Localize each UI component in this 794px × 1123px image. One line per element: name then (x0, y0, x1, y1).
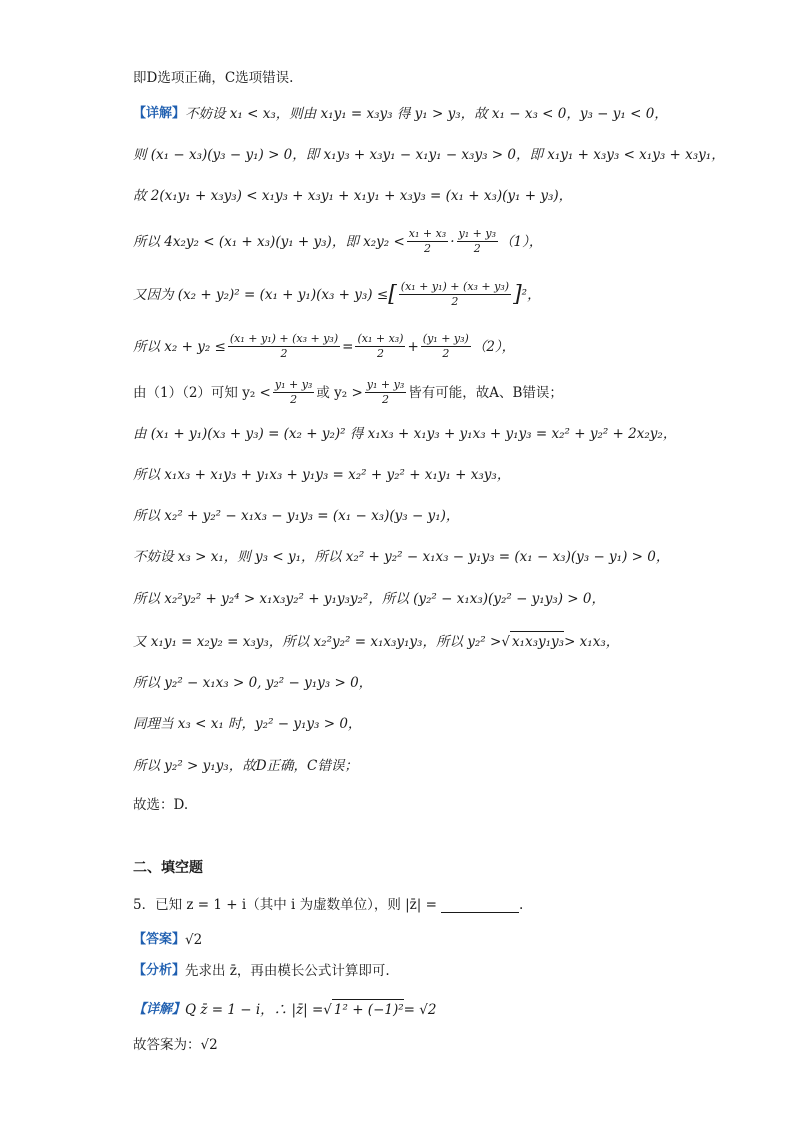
detail-tag: 【详解】 (133, 106, 186, 121)
analysis-tag: 【分析】 (133, 963, 186, 978)
text-line-15: 所以 y₂² − x₁x₃ > 0, y₂² − y₁y₃ > 0， (133, 675, 373, 691)
detail-line: 【详解】 Q z̄ = 1 − i，∴ |z̄| = √ 1² + (−1)² = √2 (133, 999, 436, 1020)
question-5: 5．已知 z = 1 + i（其中 i 为虚数单位），则 |z̄| = . (133, 897, 524, 913)
text-line-8: 由（1）（2）可知 y₂ < $\frac{\text{y₁ + y₃}}{2}$ 或 y₂ > $\frac{\text{y₁ + y₃}}{2}$ 皆有可能，故A、B错误； (133, 378, 563, 406)
answer-tag: 【答案】 (133, 932, 186, 947)
text-line-13: 所以 x₂²y₂² + y₂⁴ > x₁x₃y₂² + y₁y₃y₂²，所以 (y₂² − x₁x₃)(y₂² − y₁y₃) > 0， (133, 591, 605, 607)
text-line-14: 又 x₁y₁ = x₂y₂ = x₃y₃，所以 x₂²y₂² = x₁x₃y₁y₃，所以 y₂² > √ x₁x₃y₁y₃ > x₁x₃， (133, 631, 619, 652)
text-line-7: 所以 x₂ + y₂ ≤ $\frac{\text{(x₁ + y₁) + (x₃ + y₃)}}{2}$ = $\frac{\text{(x₁ + x₃)}}{2}$ + $\frac{\text{(y₁ + y₃)}}{2}$ （2）， (133, 332, 516, 360)
text-line-17: 所以 y₂² > y₁y₃，故D正确，C错误； (133, 758, 358, 774)
text-line-3: 则 (x₁ − x₃)(y₃ − y₁) > 0，即 x₁y₃ + x₃y₁ − x₁y₁ − x₃y₃ > 0，即 x₁y₁ + x₃y₃ < x₁y₃ + x₃y₁， (133, 147, 725, 163)
text-line-16: 同理当 x₃ < x₁ 时，y₂² − y₁y₃ > 0， (133, 716, 362, 732)
text-line-18: 故选：D. (133, 797, 189, 813)
text-line-9: 由 (x₁ + y₁)(x₃ + y₃) = (x₂ + y₂)² 得 x₁x₃ + x₁y₃ + y₁x₃ + y₁y₃ = x₂² + y₂² + 2x₂y₂， (133, 426, 677, 442)
section-title: 二、填空题 (133, 860, 203, 876)
answer-line: 【答案】 √2 (133, 932, 203, 948)
text-line-10: 所以 x₁x₃ + x₁y₃ + y₁x₃ + y₁y₃ = x₂² + y₂² + x₁y₁ + x₃y₃， (133, 467, 511, 483)
final-answer-line: 故答案为：√2 (133, 1037, 218, 1053)
detail-tag-2: 【详解】 (133, 1001, 186, 1017)
analysis-line: 【分析】 先求出 z̄，再由模长公式计算即可. (133, 963, 390, 979)
text-line-4: 故 2(x₁y₁ + x₃y₃) < x₁y₃ + x₃y₁ + x₁y₁ + x₃y₃ = (x₁ + x₃)(y₁ + y₃)， (133, 188, 573, 204)
text-line-6: 又因为 (x₂ + y₂)² = (x₁ + y₁)(x₃ + y₃) ≤ [ $\frac{\text{(x₁ + y₁) + (x₃ + y₃)}}{2}$ ] ²， (133, 280, 541, 308)
answer-blank (441, 898, 519, 913)
text-line-12: 不妨设 x₃ > x₁，则 y₃ < y₁，所以 x₂² + y₂² − x₁x₃ − y₁y₃ = (x₁ − x₃)(y₃ − y₁) > 0， (133, 549, 670, 565)
text-line-11: 所以 x₂² + y₂² − x₁x₃ − y₁y₃ = (x₁ − x₃)(y₃ − y₁)， (133, 508, 460, 524)
text-line-2: 【详解】 不妨设 x₁ < x₃，则由 x₁y₁ = x₃y₃ 得 y₁ > y₃，故 x₁ − x₃ < 0，y₃ − y₁ < 0， (133, 106, 668, 122)
text-line-1: 即D选项正确，C选项错误. (133, 70, 294, 86)
text-line-5: 所以 4x₂y₂ < (x₁ + x₃)(y₁ + y₃)，即 x₂y₂ < $\frac{\text{x₁ + x₃}}{2}$ · $\frac{\text{y₁ + y₃}}{2}$ （1）， (133, 227, 543, 255)
